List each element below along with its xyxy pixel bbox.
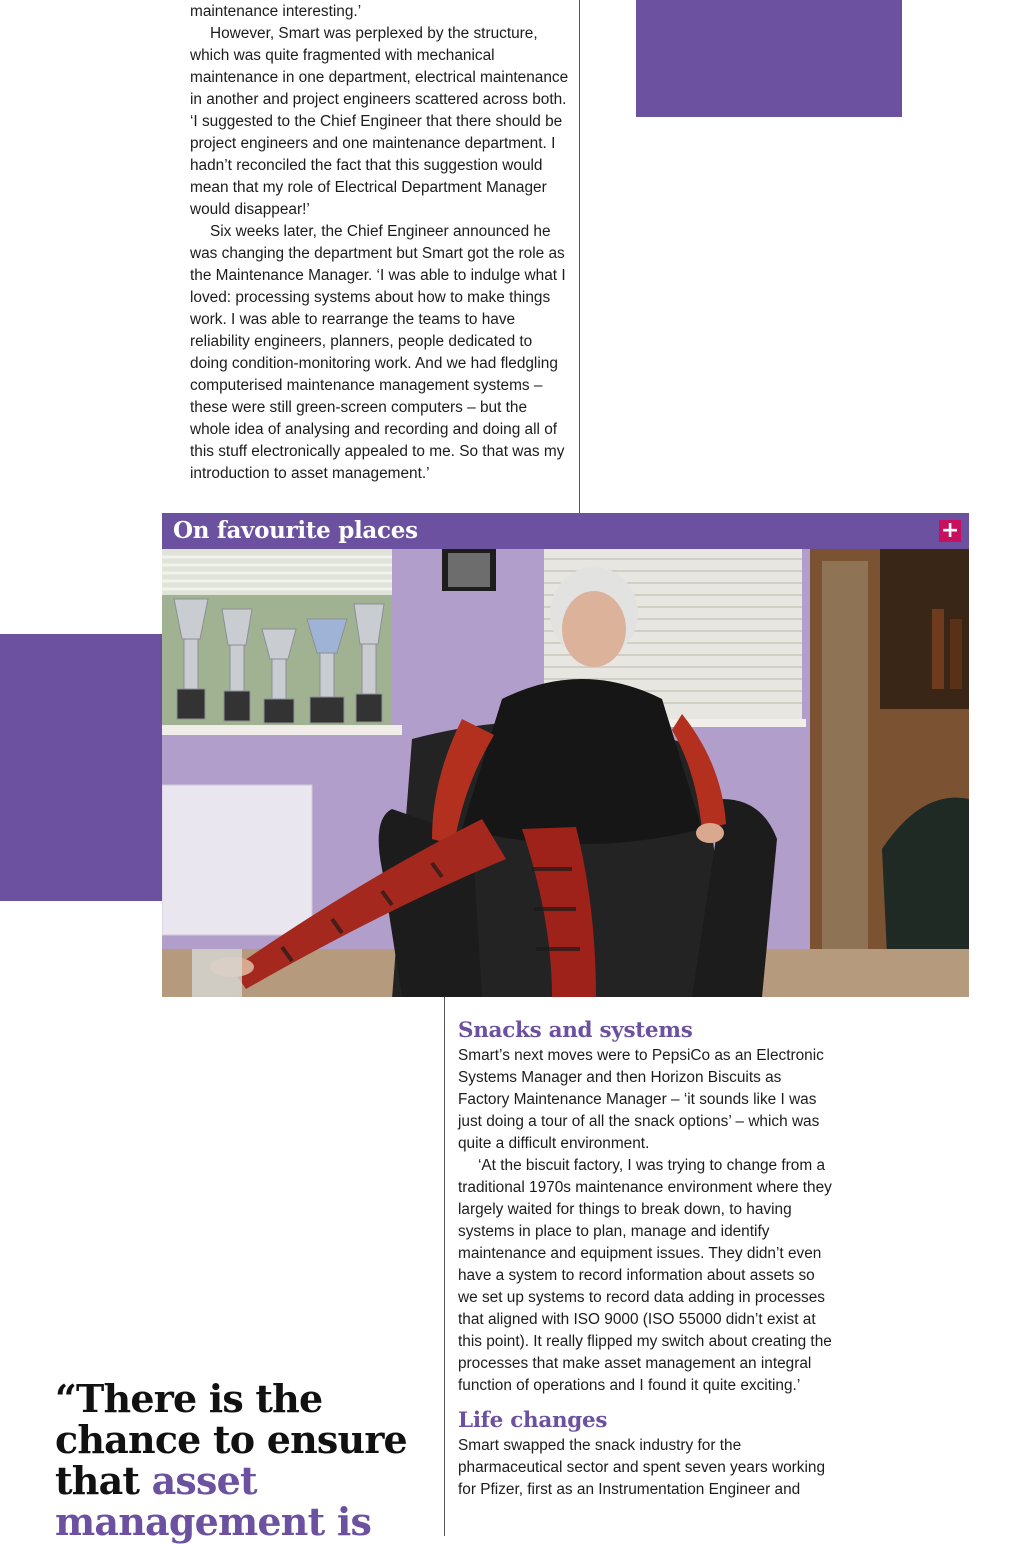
decorative-block-top-right: [636, 0, 902, 117]
bottom-text-column: [458, 1017, 833, 1501]
photo-box-header: [162, 513, 969, 549]
top-text-column: [190, 1, 570, 485]
pull-quote-highlight: asset management is: [55, 1458, 372, 1544]
portrait-photo: [162, 549, 969, 997]
photo-box-title: On favourite places: [173, 517, 418, 544]
photo-box: [162, 513, 969, 997]
decorative-block-left: [0, 634, 162, 901]
column-divider-top: [579, 0, 580, 513]
paragraph: Smart swapped the snack industry for the pharmaceutical sector and spent seven years working for Pfizer, first as an Instrumentation Engineer and: [458, 1437, 826, 1498]
portrait-illustration: [162, 549, 969, 997]
section-heading-life: Life changes: [458, 1408, 608, 1433]
pull-quote: [55, 1378, 415, 1542]
column-divider-bottom: [444, 997, 445, 1536]
pull-quote-lead: “There is the chance to ensure that: [55, 1376, 407, 1503]
expand-plus-icon[interactable]: +: [940, 518, 960, 543]
paragraph: However, Smart was perplexed by the structure, which was quite fragmented with mechanical maintenance in one department, electrical maintenance in another and project engineers scattered across both. ‘I suggested to the Chief Engineer that there should be project engineers and one maintenance department. I hadn’t reconciled the fact that this suggestion would mean that my role of Electrical Department Manager would disappear!’: [190, 25, 569, 218]
paragraph: ‘At the biscuit factory, I was trying to change from a traditional 1970s maintenance environment where they largely waited for things to break down, to having systems in place to plan, manage and identify maintenance and equipment issues. They didn’t even have a system to record information about assets so we set up systems to record data adding in processes that aligned with ISO 9000 (ISO 55000 didn’t exist at this point). It really flipped my switch about creating the processes that make asset management an integral function of operations and I found it quite exciting.’: [458, 1157, 832, 1394]
section-heading-snacks: Snacks and systems: [458, 1018, 693, 1043]
paragraph: Smart’s next moves were to PepsiCo as an Electronic Systems Manager and then Horizon Biscuits as Factory Maintenance Manager – ‘it sounds like I was just doing a tour of all the snack options’ – which was quite a difficult environment.: [458, 1047, 824, 1152]
paragraph: maintenance interesting.’: [190, 3, 362, 20]
paragraph: Six weeks later, the Chief Engineer announced he was changing the department but Smart got the role as the Maintenance Manager. ‘I was able to indulge what I loved: processing systems about how to make things work. I was able to rearrange the teams to have reliability engineers, planners, people dedicated to doing condition-monitoring work. And we had fledgling computerised maintenance management systems – these were still green-screen computers – but the whole idea of analysing and recording and doing all of this stuff electronically appealed to me. So that was my introduction to asset management.’: [190, 223, 566, 482]
